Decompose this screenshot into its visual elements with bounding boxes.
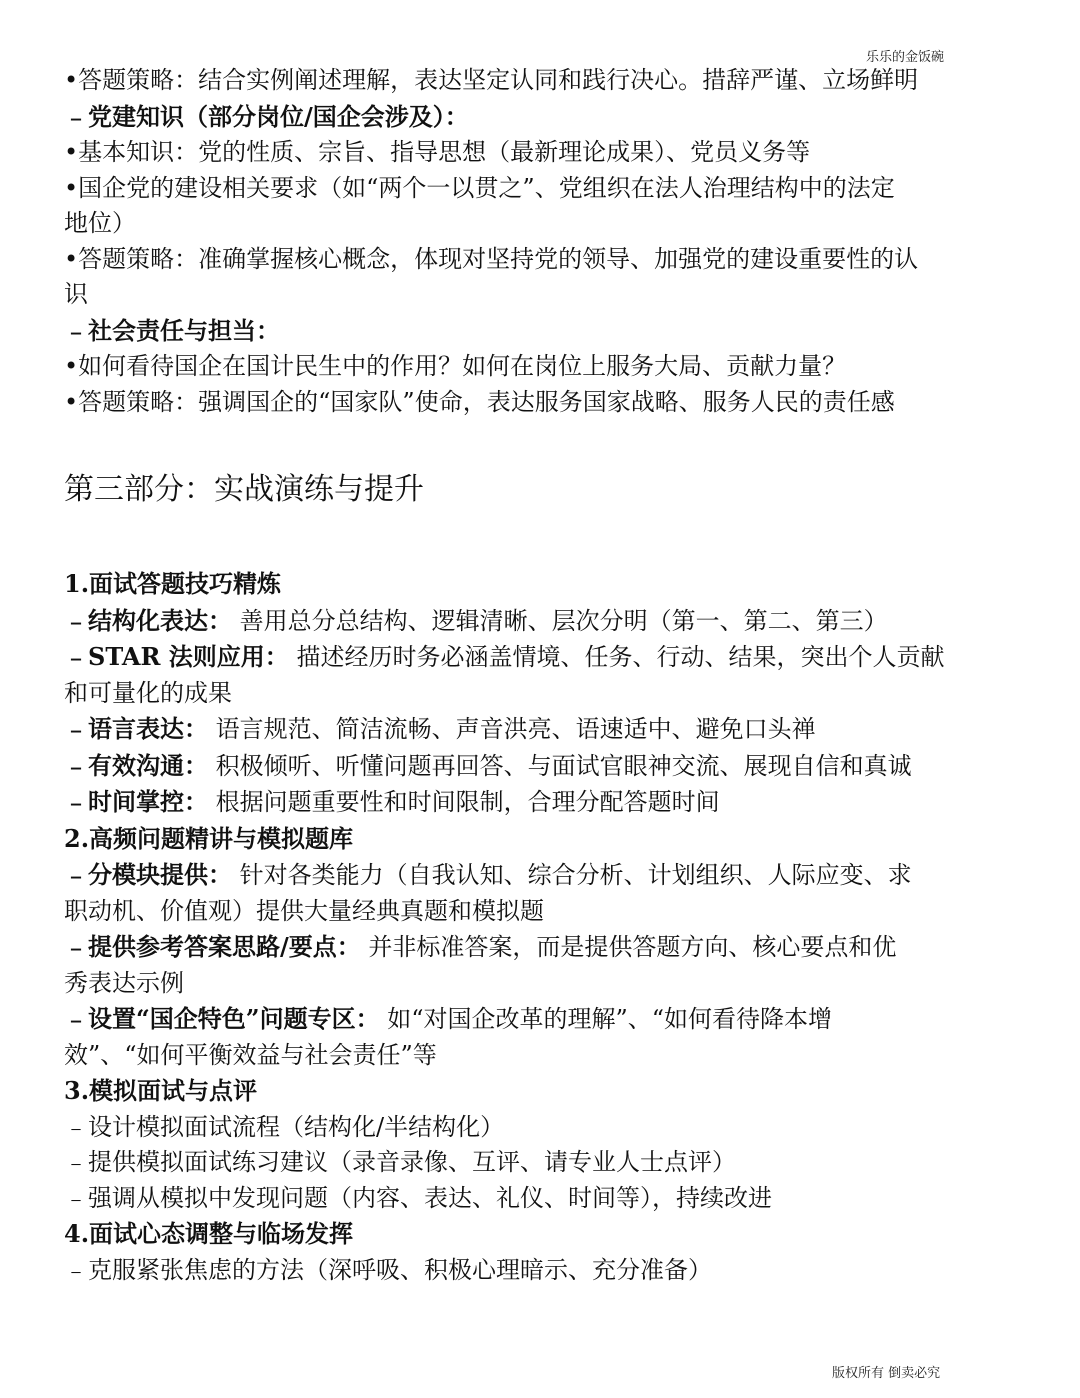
bold-heading: ﹣STAR 法则应用： [64,642,289,671]
text-line [64,566,1016,603]
line-text: 地位） [64,209,136,237]
line-text: •答题策略：准确掌握核心概念，体现对坚持党的领导、加强党的建设重要性的认 [64,244,919,273]
text-line [64,966,1016,1002]
text-line [64,1110,1016,1146]
section-title: 第三部分：实战演练与提升 [64,472,424,507]
bold-heading: ﹣时间掌控： [64,787,208,816]
line-text: 如“对国企改革的理解”、“如何看待降本增 [379,1005,833,1033]
text-line [64,171,1016,207]
bold-heading: ﹣社会责任与担当： [64,315,280,345]
text-line [64,385,1016,421]
line-text: 积极倾听、听懂问题再回答、与面试官眼神交流、展现自信和真诚 [208,751,912,780]
line-text: ﹣强调从模拟中发现问题（内容、表达、礼仪、时间等），持续改进 [64,1183,772,1212]
text-line [64,242,1016,278]
line-text: ﹣设计模拟面试流程（结构化/半结构化） [64,1112,505,1141]
line-text: 针对各类能力（自我认知、综合分析、计划组织、人际应变、求 [232,861,912,889]
text-line [64,639,1016,676]
bold-heading: ﹣有效沟通： [64,750,208,780]
line-text: 描述经历时务必涵盖情境、任务、行动、结果，突出个人贡献 [288,643,945,671]
text-line [64,821,1016,858]
text-line [64,135,1016,171]
text-line [64,784,1016,821]
line-text: 识 [64,280,88,308]
line-text: 秀表达示例 [64,968,184,997]
footer-copyright: 版权所有 倒卖必究 [832,1366,941,1381]
line-text: •答题策略：结合实例阐述理解，表达坚定认同和践行决心。措辞严谨、立场鲜明 [64,66,919,94]
text-line [64,748,1016,785]
bold-heading: ﹣设置“国企特色”问题专区： [64,1004,380,1033]
text-line [64,929,1016,966]
bold-heading: 2.高频问题精讲与模拟题库 [64,823,354,853]
text-line [64,1001,1016,1038]
text-line [64,676,1016,712]
line-text: 效”、“如何平衡效益与社会责任”等 [64,1040,437,1069]
text-line [64,1216,1016,1253]
document-body [64,63,1016,1288]
text-line [64,349,1016,385]
text-line [64,711,1016,748]
top-paragraphs [64,63,1016,420]
text-line [64,1073,1016,1110]
bold-heading: ﹣结构化表达： [64,605,232,635]
bold-heading: 1.面试答题技巧精炼 [64,569,282,598]
line-text: ﹣提供模拟面试练习建议（录音录像、互评、请专业人士点评） [64,1148,736,1176]
bold-heading: 4.面试心态调整与临场发挥 [64,1219,354,1248]
text-line [64,277,1016,313]
line-text: 语言规范、简洁流畅、声音洪亮、语速适中、避免口头禅 [208,715,816,743]
text-line [64,1038,1016,1074]
text-line [64,894,1016,930]
line-text: •国企党的建设相关要求（如“两个一以贯之”、党组织在法人治理结构中的法定 [64,173,895,202]
bold-heading: ﹣党建知识（部分岗位/国企会涉及）： [64,101,469,131]
text-line [64,206,1016,242]
text-line [64,1145,1016,1181]
line-text: 职动机、价值观）提供大量经典真题和模拟题 [64,896,544,925]
line-text: •答题策略：强调国企的“国家队”使命，表达服务国家战略、服务人民的责任感 [64,387,895,416]
text-line [64,857,1016,894]
line-text: •基本知识：党的性质、宗旨、指导思想（最新理论成果）、党员义务等 [64,138,811,166]
line-text: 并非标准答案，而是提供答题方向、核心要点和优 [360,933,897,961]
text-line [64,313,1016,350]
section-three-content [64,566,1016,1288]
text-line [64,603,1016,640]
text-line [64,63,1016,99]
line-text: 善用总分总结构、逻辑清晰、层次分明（第一、第二、第三） [232,606,888,635]
watermark-text: 乐乐的金饭碗 [866,50,945,65]
line-text: 和可量化的成果 [64,678,232,707]
text-line [64,1253,1016,1289]
text-line [64,1181,1016,1217]
line-text: 根据问题重要性和时间限制，合理分配答题时间 [208,788,720,816]
bold-heading: ﹣分模块提供： [64,860,232,889]
line-text: ﹣克服紧张焦虑的方法（深呼吸、积极心理暗示、充分准备） [64,1255,712,1284]
bold-heading: ﹣语言表达： [64,714,208,743]
bold-heading: ﹣提供参考答案思路/要点： [64,932,361,961]
bold-heading: 3.模拟面试与点评 [64,1076,258,1105]
line-text: •如何看待国企在国计民生中的作用？如何在岗位上服务大局、贡献力量？ [64,352,847,380]
text-line [64,99,1016,136]
